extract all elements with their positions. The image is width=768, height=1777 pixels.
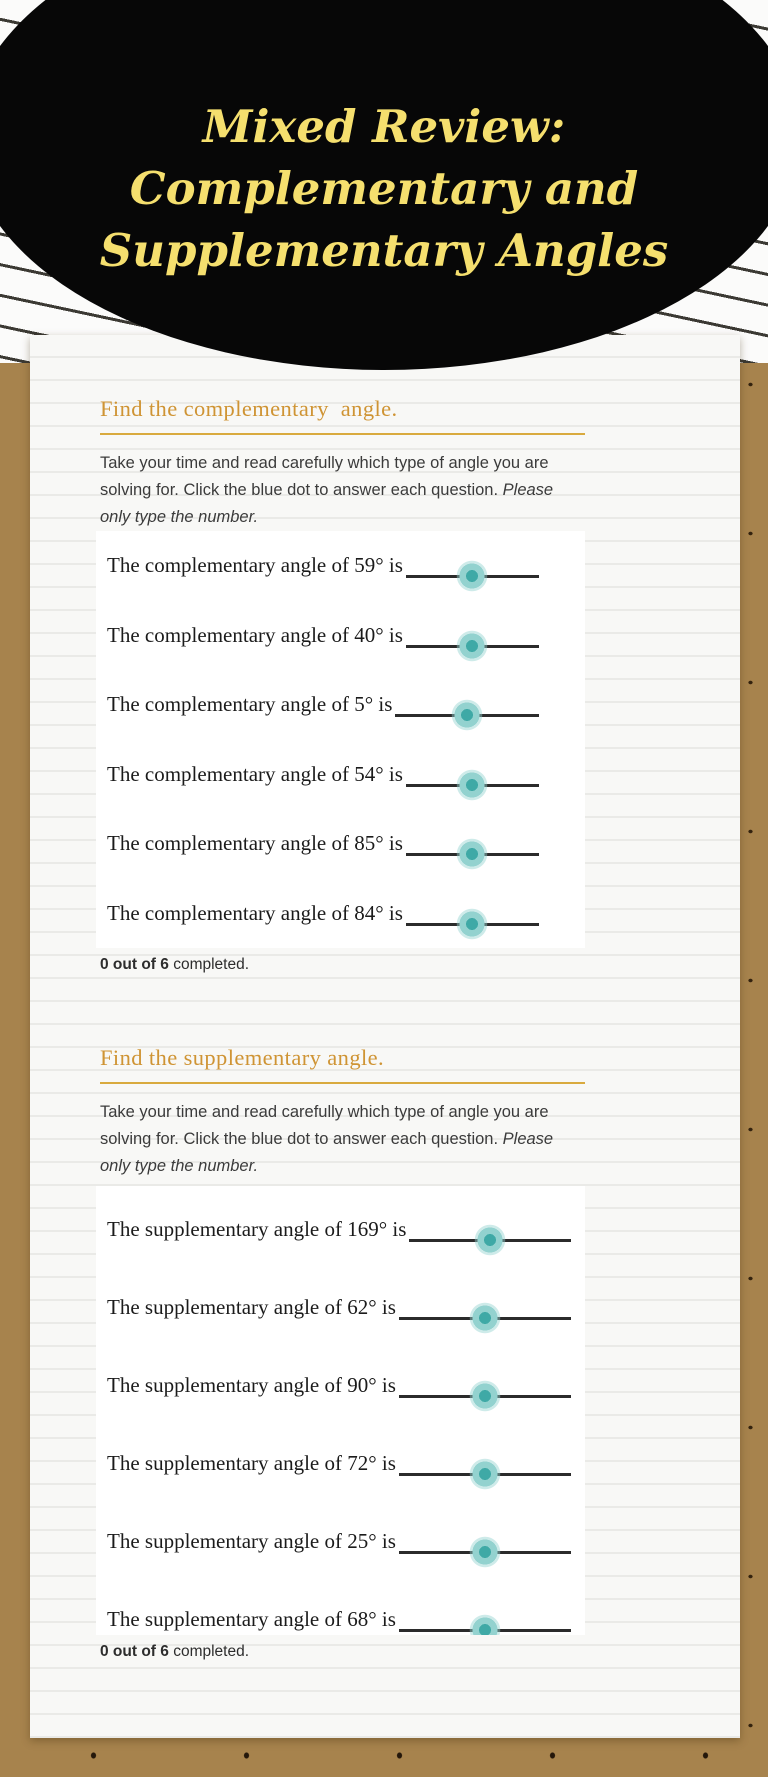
progress-count: 0 out of 6	[100, 956, 169, 973]
question-text: The supplementary angle of 25° is	[107, 1528, 396, 1553]
instructions-text	[100, 1099, 585, 1180]
answer-blank-line	[409, 1239, 571, 1242]
answer-dot[interactable]	[457, 630, 488, 661]
section-complementary	[100, 395, 585, 976]
section-heading-complementary: Find the complementary angle.	[100, 396, 398, 421]
instructions-italic: Please only type the number.	[100, 1130, 554, 1175]
answer-blank-line	[399, 1395, 571, 1398]
question-text: The complementary angle of 84° is	[107, 900, 403, 925]
progress-label: completed.	[168, 956, 250, 973]
answer-blank-line	[406, 784, 539, 787]
question-card-complementary	[96, 531, 585, 948]
question-row	[107, 670, 585, 740]
worksheet-paper	[30, 335, 740, 1738]
question-text: The supplementary angle of 62° is	[107, 1294, 396, 1319]
answer-blank-line	[399, 1551, 571, 1554]
answer-dot[interactable]	[452, 700, 483, 731]
progress-text	[100, 1641, 585, 1663]
answer-dot[interactable]	[469, 1302, 500, 1333]
answer-dot[interactable]	[457, 839, 488, 870]
answer-blank-line	[406, 923, 539, 926]
answer-blank-line	[395, 714, 539, 717]
answer-blank-line	[399, 1473, 571, 1476]
answer-blank-line	[399, 1317, 571, 1320]
question-text: The supplementary angle of 68° is	[107, 1606, 396, 1631]
answer-dot[interactable]	[475, 1224, 506, 1255]
instructions-italic: Please only type the number.	[100, 481, 554, 526]
heading-underline	[100, 1082, 585, 1084]
progress-count: 0 out of 6	[100, 1643, 169, 1660]
instructions-regular: Take your time and read carefully which type of angle you are solving for. Click the blue dot to answer each question.	[100, 454, 549, 499]
question-text: The complementary angle of 40° is	[107, 622, 403, 647]
page-title-line: Complementary and	[129, 162, 639, 216]
section-supplementary	[100, 1044, 585, 1663]
page-title-line: Mixed Review:	[202, 100, 566, 154]
instructions-text	[100, 450, 585, 531]
question-row	[107, 1268, 585, 1346]
worksheet-content	[100, 395, 585, 1663]
question-row	[107, 1346, 585, 1424]
instructions-regular: Take your time and read carefully which type of angle you are solving for. Click the blue dot to answer each question.	[100, 1103, 549, 1148]
answer-dot[interactable]	[457, 561, 488, 592]
question-text: The supplementary angle of 72° is	[107, 1450, 396, 1475]
question-row	[107, 601, 585, 671]
question-row	[107, 740, 585, 810]
heading-underline	[100, 433, 585, 435]
answer-blank-line	[406, 645, 539, 648]
question-row	[107, 1580, 585, 1635]
question-text: The supplementary angle of 90° is	[107, 1372, 396, 1397]
page-title	[0, 96, 768, 282]
question-row	[107, 809, 585, 879]
question-text: The complementary angle of 54° is	[107, 761, 403, 786]
question-text: The complementary angle of 59° is	[107, 553, 403, 578]
question-row	[107, 879, 585, 949]
progress-text	[100, 954, 585, 976]
question-card-supplementary	[96, 1186, 585, 1635]
question-row	[107, 1424, 585, 1502]
question-row	[107, 531, 585, 601]
progress-label: completed.	[168, 1643, 250, 1660]
question-row	[107, 1190, 585, 1268]
answer-dot[interactable]	[457, 769, 488, 800]
answer-dot[interactable]	[469, 1536, 500, 1567]
answer-dot[interactable]	[457, 908, 488, 939]
question-text: The complementary angle of 85° is	[107, 831, 403, 856]
answer-blank-line	[399, 1629, 571, 1632]
question-text: The complementary angle of 5° is	[107, 692, 393, 717]
answer-blank-line	[406, 575, 539, 578]
page-title-line: Supplementary Angles	[99, 224, 669, 278]
answer-blank-line	[406, 853, 539, 856]
question-text: The supplementary angle of 169° is	[107, 1216, 407, 1241]
answer-dot[interactable]	[469, 1458, 500, 1489]
answer-dot[interactable]	[469, 1380, 500, 1411]
section-heading-supplementary: Find the supplementary angle.	[100, 1045, 385, 1070]
question-row	[107, 1502, 585, 1580]
answer-dot[interactable]	[469, 1614, 500, 1635]
